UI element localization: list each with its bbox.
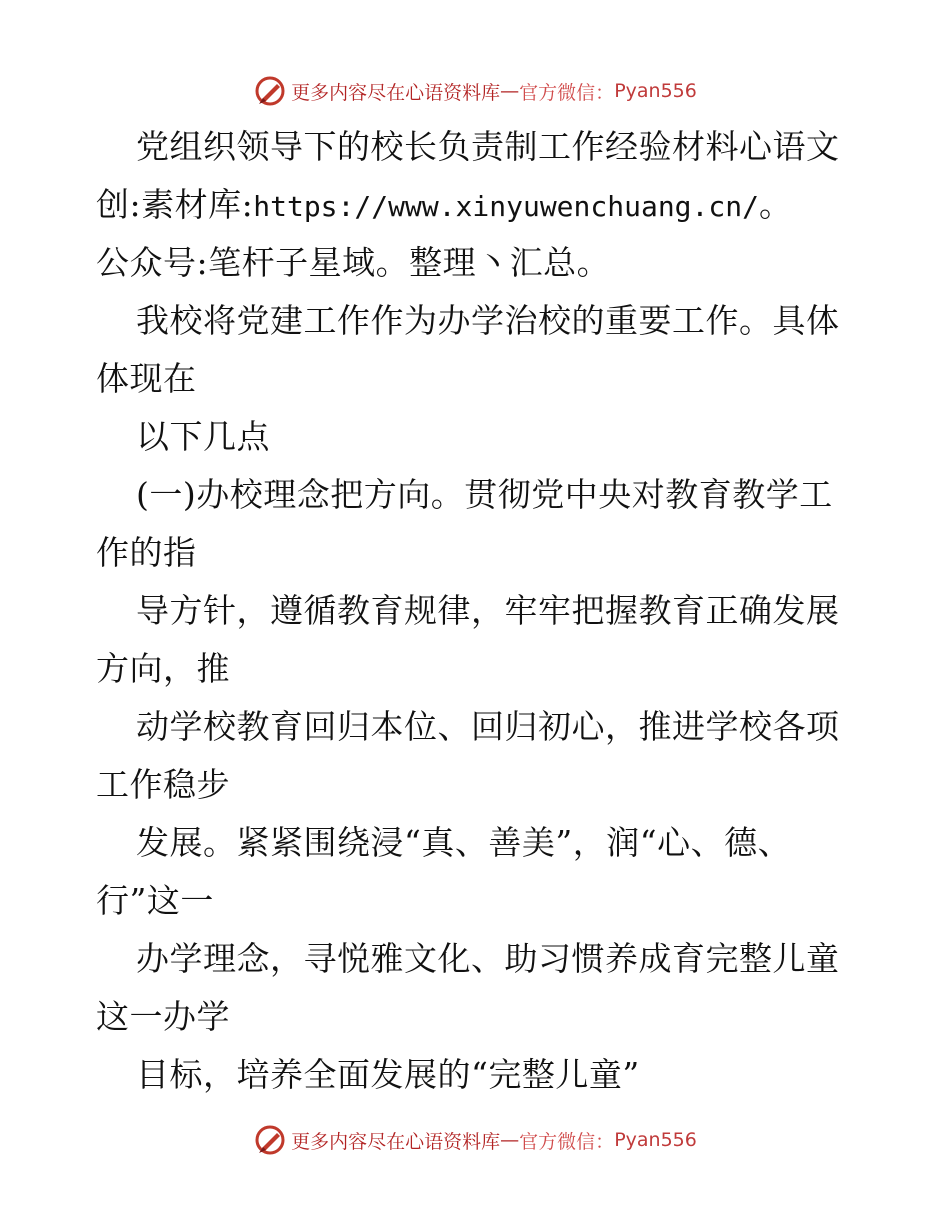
text-line: 发展。紧紧围绕浸“真、善美”，润“心、德、 <box>136 823 792 862</box>
watermark-text: 更多内容尽在心语资料库 <box>291 81 501 104</box>
source-url: https://www.xinyuwenchuang.cn/ <box>253 190 759 223</box>
text-span: 。 <box>758 185 793 224</box>
text-line: 行”这一 <box>96 881 214 920</box>
text-line: 作的指 <box>96 533 197 572</box>
text-line: 公众号:笔杆子星域。整理丶汇总。 <box>96 243 611 282</box>
watermark-wechat-label: 官方微信： <box>519 81 615 104</box>
text-span: 创:素材库: <box>96 185 254 224</box>
text-line: 党组织领导下的校长负责制工作经验材料心语文 <box>136 127 840 166</box>
watermark-wechat-label: 官方微信： <box>519 1130 615 1153</box>
text-line: 以下几点 <box>136 417 270 456</box>
text-line: 我校将党建工作作为办学治校的重要工作。具体 <box>136 301 840 340</box>
text-line: 方向，推 <box>96 649 230 688</box>
text-line: 目标，培养全面发展的“完整儿童” <box>136 1055 640 1094</box>
header-watermark <box>0 69 950 113</box>
text-line: (一)办校理念把方向。贯彻党中央对教育教学工 <box>136 475 833 514</box>
watermark-text: 更多内容尽在心语资料库 <box>291 1130 501 1153</box>
text-line: 动学校教育回归本位、回归初心，推进学校各项 <box>136 707 840 746</box>
pen-logo-icon <box>253 1123 287 1157</box>
document-body <box>96 118 856 1104</box>
footer-watermark <box>0 1118 950 1162</box>
text-line: 导方针，遵循教育规律，牢牢把握教育正确发展 <box>136 591 840 630</box>
text-line: 这一办学 <box>96 997 230 1036</box>
watermark-wechat-id: Pyan556 <box>614 80 697 102</box>
text-line <box>96 176 856 234</box>
watermark-wechat-id: Pyan556 <box>614 1129 697 1151</box>
text-line: 体现在 <box>96 359 197 398</box>
watermark-dash: — <box>500 1129 520 1151</box>
watermark-dash: — <box>500 80 520 102</box>
pen-logo-icon <box>253 74 287 108</box>
text-line: 办学理念，寻悦雅文化、助习惯养成育完整儿童 <box>136 939 840 978</box>
text-line: 工作稳步 <box>96 765 230 804</box>
